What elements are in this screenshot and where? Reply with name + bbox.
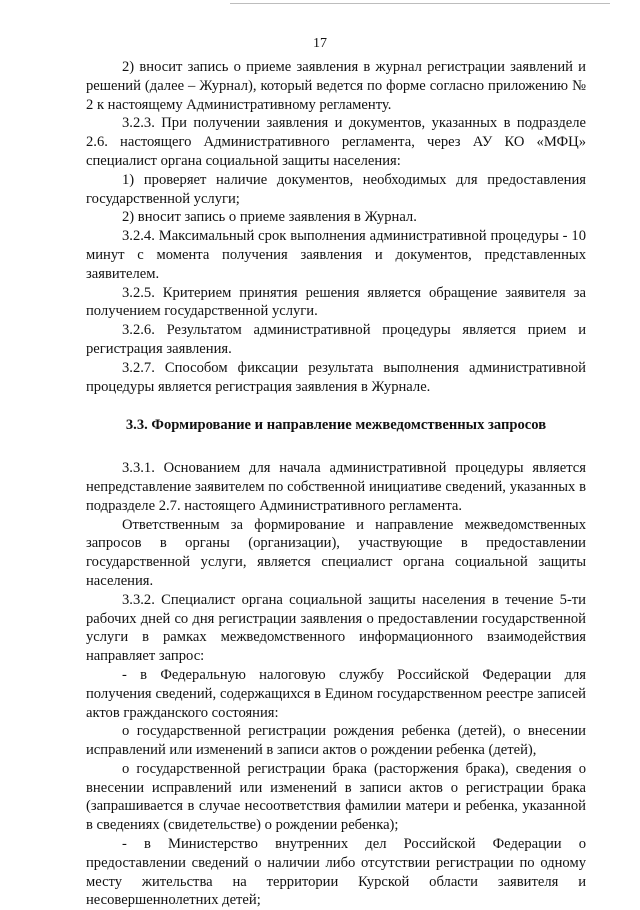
paragraph: о государственной регистрации рождения ребенка (детей), о внесении исправлений или изменений в записи актов о рождении ребенка (детей), — [86, 723, 586, 759]
paragraph: 3.3.1. Основанием для начала административной процедуры является непредставление заявителем по собственной инициативе сведений, указанных в подразделе 2.7. настоящего Административного регламента. — [86, 460, 586, 514]
paragraph: 3.2.4. Максимальный срок выполнения административной процедуры - 10 минут с момента получения заявления и документов, представленных заявителем. — [86, 228, 586, 282]
page-number: 17 — [313, 36, 327, 51]
paragraph: 3.2.7. Способом фиксации результата выполнения административной процедуры является регистрация заявления в Журнале. — [86, 359, 586, 395]
section-heading: 3.3. Формирование и направление межведомственных запросов — [125, 417, 547, 434]
paragraph: 3.2.5. Критерием принятия решения является обращение заявителя за получением государственной услуги. — [86, 284, 586, 320]
paragraph: 3.3.2. Специалист органа социальной защиты населения в течение 5-ти рабочих дней со дня регистрации заявления о предоставлении государственной услуги в рамках межведомственного информационного взаимодействия направляет запрос: — [86, 591, 586, 665]
paragraph: Ответственным за формирование и направление межведомственных запросов в органы (организации), участвующие в предоставлении государственной услуги, является специалист органа социальной защиты населения. — [86, 516, 586, 589]
top-rule — [230, 3, 610, 4]
paragraph: 2) вносит запись о приеме заявления в журнал регистрации заявлений и решений (далее – Журнал), который ведется по форме согласно приложению № 2 к настоящему Административному регламенту. — [86, 59, 586, 113]
paragraph: - в Федеральную налоговую службу Российской Федерации для получения сведений, содержащихся в Едином государственном реестре записей актов гражданского состояния: — [86, 666, 586, 721]
paragraph: - в Министерство внутренних дел Российской Федерации о предоставлении сведений о наличии либо отсутствии регистрации по одному месту жительства на территории Курской области заявителя и несовершеннолетних детей; — [86, 836, 586, 909]
paragraph: о государственной регистрации брака (расторжения брака), сведения о внесении исправлений или изменений в записи актов о регистрации брака (запрашивается в случае несоответствия фамилии матери и ребенка, указанной в сведениях (свидетельстве) о рождении ребенка); — [86, 760, 586, 834]
paragraph: 3.2.3. При получении заявления и документов, указанных в подразделе 2.6. настоящего Административного регламента, через АУ КО «МФЦ» специалист органа социальной защиты населения: — [86, 115, 586, 169]
document-body — [86, 58, 586, 910]
paragraph: 2) вносит запись о приеме заявления в Журнал. — [122, 209, 417, 226]
paragraph: 1) проверяет наличие документов, необходимых для предоставления государственной услуги; — [86, 171, 586, 207]
paragraph: 3.2.6. Результатом административной процедуры является прием и регистрация заявления. — [86, 322, 586, 357]
